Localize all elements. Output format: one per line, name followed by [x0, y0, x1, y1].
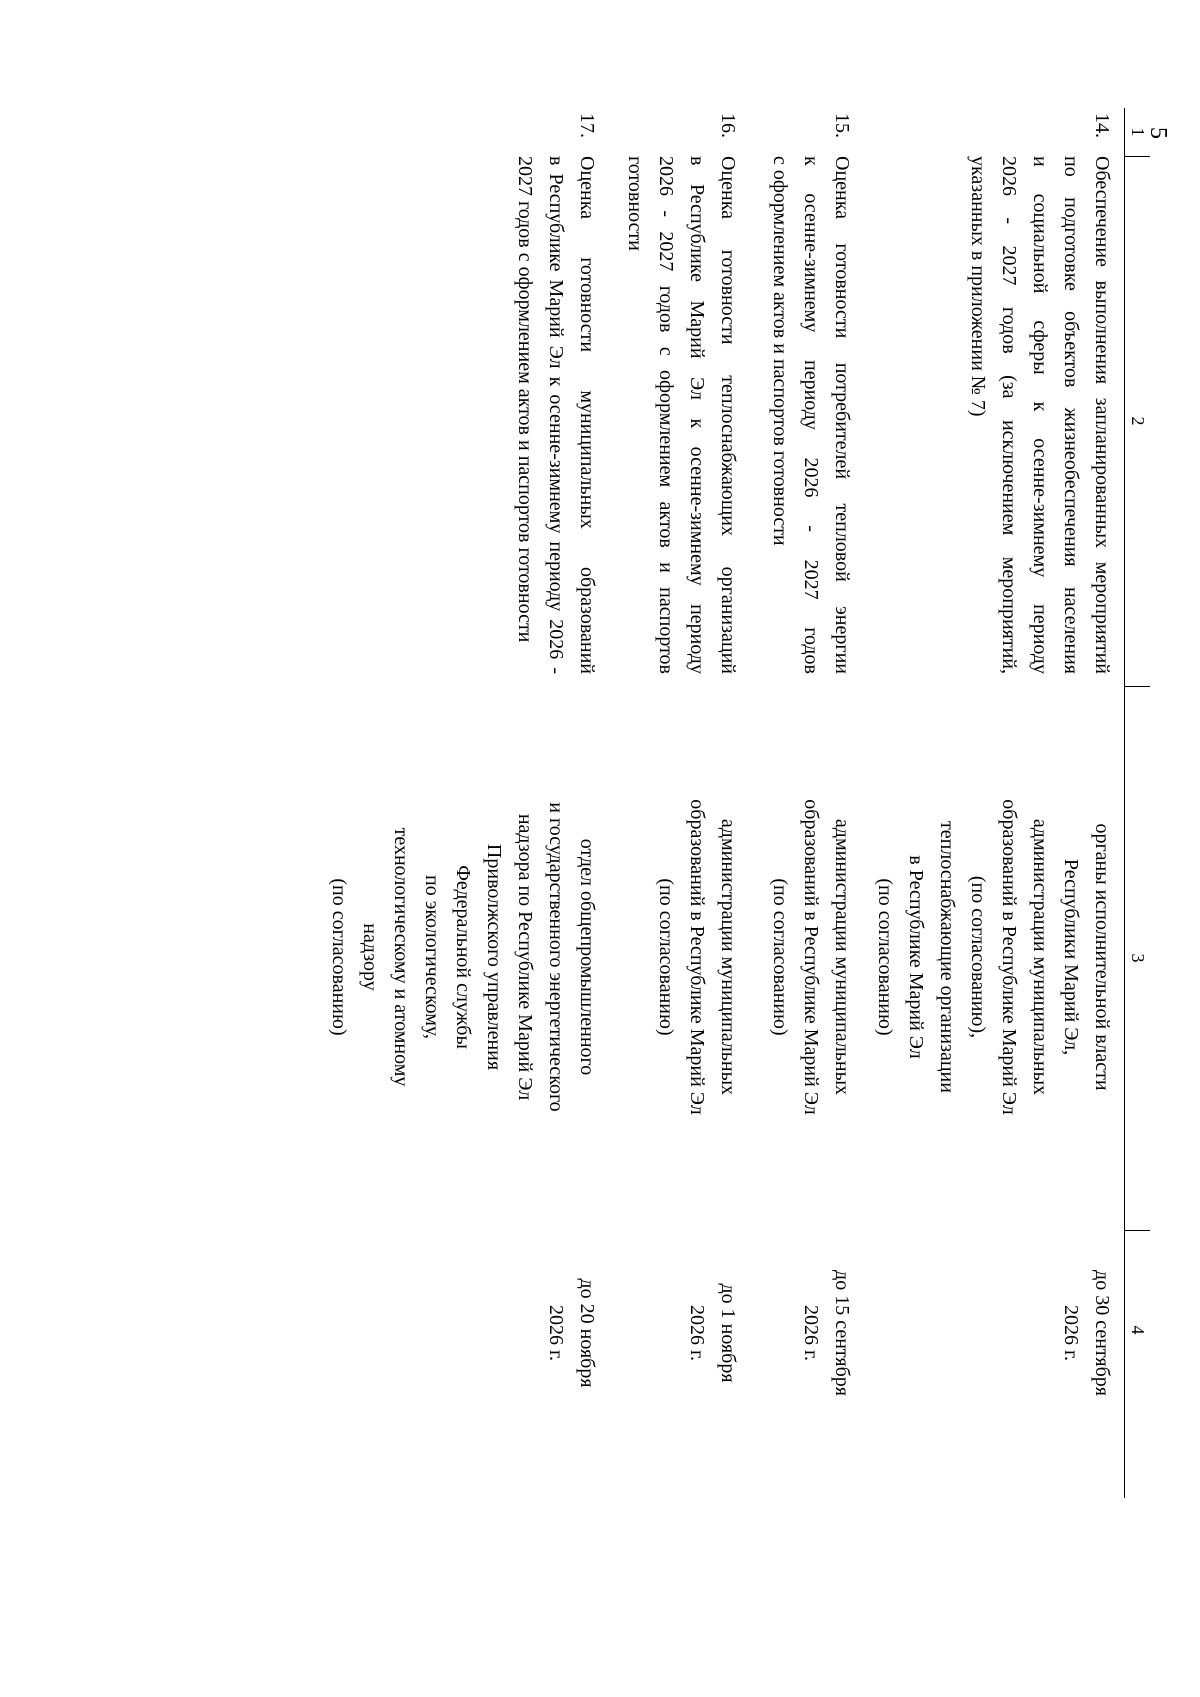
responsible-line: администрации муниципальных: [831, 818, 853, 1096]
responsible-line: (по согласованию): [769, 878, 791, 1036]
responsible-line: по экологическому,: [421, 875, 443, 1039]
row-deadline: [681, 1238, 743, 1428]
row-number: 17.: [576, 113, 598, 138]
row-responsible: [323, 688, 602, 1226]
row-number: 16.: [717, 113, 739, 138]
page-number: 5: [1145, 127, 1171, 139]
responsible-line: образований в Республике Марий Эл: [998, 799, 1020, 1115]
task-line: к осенне-зимнему периоду 2026 - 2027 годов: [800, 156, 822, 674]
row-task: [764, 156, 857, 674]
row-responsible: [764, 688, 857, 1226]
responsible-line: надзора по Республике Марий Эл: [514, 813, 536, 1101]
responsible-line: и государственного энергетического: [545, 802, 567, 1112]
task-line: указанных в приложении № 7): [967, 156, 989, 417]
row-task: [509, 156, 602, 674]
deadline-line: до 20 ноября: [576, 1278, 598, 1388]
task-line: Оценка готовности муниципальных образований: [576, 156, 598, 674]
task-line: Оценка готовности теплоснабжающих организаций: [717, 156, 739, 674]
task-line: по подготовке объектов жизнеобеспечения населения: [1060, 156, 1082, 674]
header-col-2: 2: [1128, 416, 1148, 426]
responsible-line: в Республике Марий Эл: [905, 855, 927, 1059]
row-responsible: [650, 688, 743, 1226]
header-col-3: 3: [1128, 953, 1148, 963]
row-task: [962, 156, 1117, 674]
task-line: 2027 годов с оформлением актов и паспортов готовности: [514, 156, 536, 643]
responsible-line: (по согласованию): [874, 878, 896, 1036]
responsible-line: технологическому и атомному: [390, 827, 412, 1087]
responsible-line: образований в Республике Марий Эл: [686, 799, 708, 1115]
row-number: 15.: [831, 113, 853, 138]
task-line: в Республике Марий Эл к осенне-зимнему периоду: [686, 156, 708, 674]
responsible-line: Республики Марий Эл,: [1060, 858, 1082, 1056]
row-number: 14.: [1091, 113, 1113, 138]
deadline-line: 2026 г.: [1060, 1305, 1082, 1361]
row-responsible: [869, 688, 1117, 1226]
task-line: в Республике Марий Эл к осенне-зимнему периоду 2026 -: [545, 156, 567, 674]
header-col-1: 1: [1128, 127, 1148, 137]
responsible-line: Федеральной службы: [452, 865, 474, 1049]
responsible-line: (по согласованию): [655, 878, 677, 1036]
row-deadline: [540, 1238, 602, 1428]
task-line: 2026 - 2027 годов (за исключением мероприятий,: [998, 156, 1020, 674]
responsible-line: отдел общепромышленного: [576, 838, 598, 1076]
responsible-line: теплоснабжающие организации: [936, 821, 958, 1093]
deadline-line: до 1 ноября: [717, 1283, 739, 1383]
task-line: с оформлением актов и паспортов готовности: [769, 156, 791, 546]
row-deadline: [1055, 1238, 1117, 1428]
responsible-line: образований в Республике Марий Эл: [800, 799, 822, 1115]
task-line: Оценка готовности потребителей тепловой энергии: [831, 156, 853, 674]
row-deadline: [795, 1238, 857, 1428]
responsible-line: надзору: [359, 923, 381, 991]
responsible-line: (по согласованию): [328, 878, 350, 1036]
row-task: [619, 156, 743, 674]
deadline-line: 2026 г.: [545, 1305, 567, 1361]
task-line: Обеспечение выполнения запланированных мероприятий: [1091, 156, 1113, 674]
responsible-line: Приволжского управления: [483, 843, 505, 1071]
responsible-line: (по согласованию),: [967, 875, 989, 1039]
responsible-line: администрации муниципальных: [1029, 818, 1051, 1096]
deadline-line: до 30 сентября: [1091, 1270, 1113, 1396]
responsible-line: администрации муниципальных: [717, 818, 739, 1096]
task-line: готовности: [624, 156, 646, 251]
table-header: [1124, 108, 1150, 1498]
header-col-4: 4: [1128, 1325, 1148, 1335]
rotated-table: [200, 108, 1150, 1498]
task-line: 2026 - 2027 годов с оформлением актов и паспортов: [655, 156, 677, 674]
responsible-line: органы исполнительной власти: [1091, 823, 1113, 1091]
deadline-line: 2026 г.: [686, 1305, 708, 1361]
deadline-line: до 15 сентября: [831, 1270, 853, 1396]
deadline-line: 2026 г.: [800, 1305, 822, 1361]
task-line: и социальной сферы к осенне-зимнему периоду: [1029, 156, 1051, 674]
